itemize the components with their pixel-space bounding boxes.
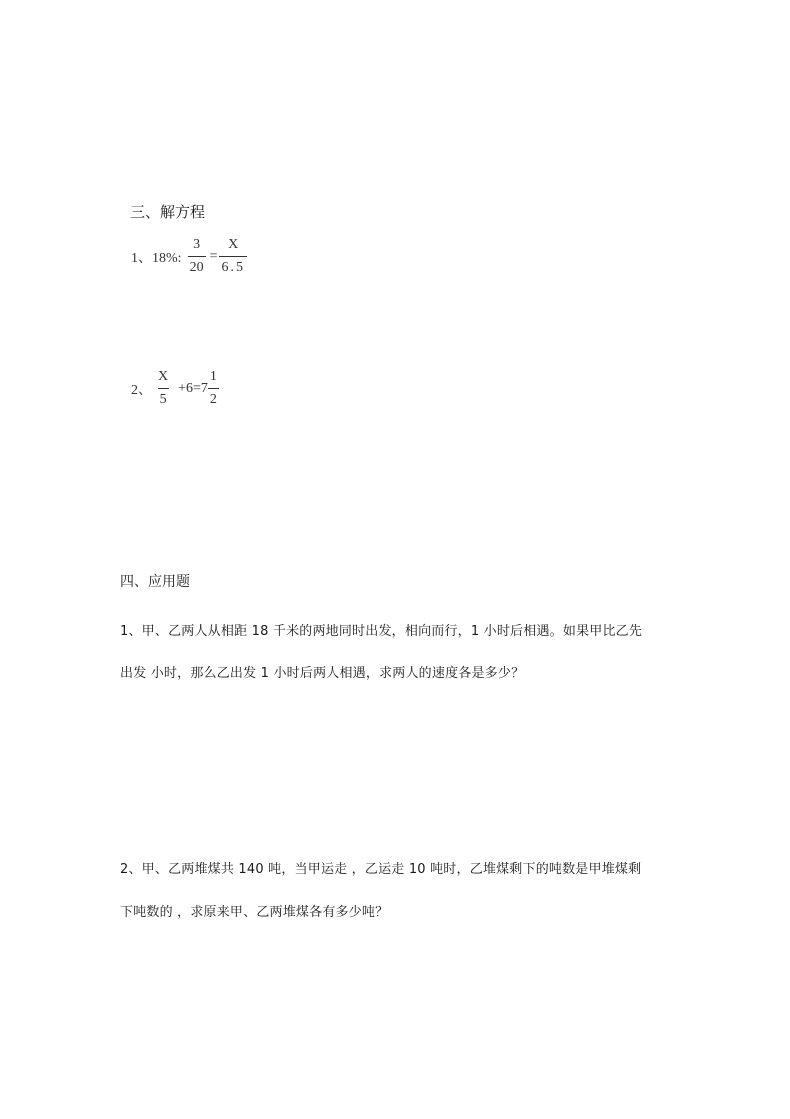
fraction-numerator: 1	[209, 369, 217, 384]
fraction-3-over-20	[188, 238, 206, 275]
equation-1	[131, 238, 249, 275]
question-2-line-2: 下吨数的 ，求原来甲、乙两堆煤各有多少吨？	[120, 905, 389, 920]
question-1-line-1: 1、甲、乙两人从相距 18 千米的两地同时出发，相向而行，1 小时后相遇。如果甲比乙先	[120, 624, 643, 639]
section-4-title: 四、应用题	[120, 574, 190, 590]
fraction-x-over-6-5	[219, 238, 247, 275]
fraction-numerator: 3	[193, 237, 201, 252]
question-1-line-2: 出发 小时，那么乙出发 1 小时后两人相遇，求两人的速度各是多少？	[120, 666, 525, 681]
fraction-numerator: X	[158, 369, 169, 384]
section-3-title: 三、解方程	[130, 203, 206, 221]
fraction-denominator: 20	[188, 256, 206, 275]
fraction-1-over-2	[208, 370, 219, 407]
fraction-numerator: X	[228, 237, 239, 252]
equation-2-middle: +6=7	[178, 380, 208, 396]
equation-2-prefix: 2、	[131, 382, 152, 398]
fraction-x-over-5	[156, 370, 170, 407]
fraction-denominator: 6.5	[219, 256, 247, 275]
fraction-denominator: 5	[158, 388, 169, 407]
equation-2	[131, 370, 221, 407]
question-2-line-1: 2、甲、乙两堆煤共 140 吨，当甲运走 ，乙运走 10 吨时，乙堆煤剩下的吨数是甲堆煤剩	[120, 862, 642, 877]
equals-sign: =	[209, 248, 218, 264]
equation-1-prefix: 1、18%:	[131, 250, 182, 266]
fraction-denominator: 2	[208, 388, 219, 407]
